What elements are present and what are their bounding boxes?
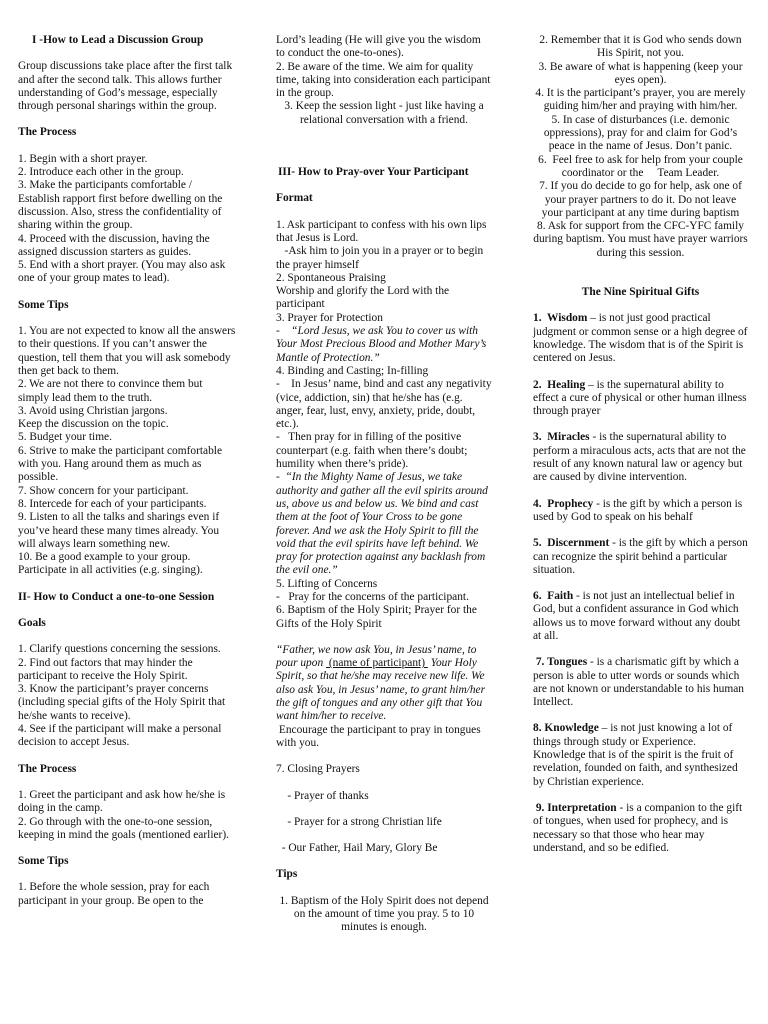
- participant-name-blank: (name of participant): [326, 657, 428, 670]
- baptism-prayer-end: Your Holy Spirit, so that he/she may receive new life. We also ask You, in Jesus’ name, to grant him/her the gift of tongues and any other gift that You want him/her to receive.: [276, 657, 486, 723]
- gift-description: - is a charismatic gift by which a person is able to utter words or sounds which are not known or understandable to his human Intellect.: [533, 656, 744, 709]
- process-item: 2. Introduce each other in the group.: [18, 166, 184, 179]
- process-2-item: 2. Go through with the one-to-one session, keeping in mind the goals (mentioned earlier).: [18, 815, 229, 841]
- column-3: [533, 34, 748, 855]
- tip-2-item: 2. Be aware of the time. We aim for quality time, taking into consideration each participant in the group.: [276, 60, 491, 100]
- gift-item: [533, 537, 748, 577]
- binding-prayer: “In the Mighty Name of Jesus, we take authority and gather all the evil spirits around us, above us and below us. We bind and cast them at the foot of Your Cross to be gone forever. And we ask the Holy Spirit to fill the void that the evil spirits have left behind. We pray for protection against any backlash from the evil one.”: [276, 471, 488, 577]
- goal-item: 2. Find out factors that may hinder the participant to receive the Holy Spirit.: [18, 656, 193, 682]
- baptism-prayer-start: “Father, we now ask You, in Jesus’ name, to pour upon: [276, 643, 477, 670]
- section-3-title: III- How to Pray-over Your Participant: [278, 166, 469, 179]
- tip-item: 5. Budget your time.: [18, 431, 112, 444]
- tips-heading: Some Tips: [18, 298, 69, 311]
- spiritual-gifts-heading: The Nine Spiritual Gifts: [581, 286, 700, 299]
- tip-item: 6. Strive to make the participant comfortable with you. Hang around them as much as possible.: [18, 444, 223, 484]
- gift-item: [533, 722, 748, 788]
- tip-2-item: 1. Before the whole session, pray for each participant in your group. Be open to the: [18, 881, 210, 907]
- goal-item: 4. See if the participant will make a personal decision to accept Jesus.: [18, 723, 222, 749]
- format-step-5: 5. Lifting of Concerns: [276, 577, 378, 590]
- process-item: 3. Make the participants comfortable / Establish rapport first before dwelling on the discussion. Also, stress the confidentiality of sharing within the group.: [18, 179, 223, 232]
- tip-item: 10. Be a good example to your group. Participate in all activities (e.g. singing).: [18, 551, 203, 577]
- prayover-tip-item: 2. Remember that it is God who sends down His Spirit, not you.: [539, 34, 742, 60]
- prayover-tip-item: 5. In case of disturbances (i.e. demonic oppressions), pray for and claim for God’s peace in the name of Jesus. Don’t panic.: [543, 113, 738, 153]
- gift-description: - is a companion to the gift of tongues, when used for prophecy, and is necessary so that those who hear may understand, and so be edified.: [533, 801, 743, 854]
- gift-description: – is the supernatural ability to effect a cure of physical or other human illness through prayer: [533, 378, 747, 418]
- process-2-item: 1. Greet the participant and ask how he/she is doing in the camp.: [18, 788, 226, 815]
- column-1: [18, 34, 236, 908]
- goal-item: 1. Clarify questions concerning the sessions.: [18, 643, 221, 656]
- gift-name: 6. Faith: [533, 590, 574, 603]
- goals-heading: Goals: [18, 616, 46, 629]
- gift-description: – is not just knowing a lot of things through study or Experience. Knowledge that is of the spirit is the fruit of revelation, founded on faith, and synthesized by Christian experience.: [533, 722, 738, 788]
- gift-description: - is the gift by which a person can recognize the spirit behind a particular situation.: [533, 537, 748, 576]
- column-2: [276, 34, 495, 935]
- binding-prayer-paragraph: [276, 471, 492, 577]
- format-step-4-infilling: - Then pray for in filling of the positive counterpart (e.g. faith when there’s doubt; humility when there’s pride).: [276, 431, 471, 471]
- closing-prayer-item: - Our Father, Hail Mary, Glory Be: [276, 842, 438, 855]
- format-step-6: 6. Baptism of the Holy Spirit; Prayer for the Gifts of the Holy Spirit: [276, 604, 477, 630]
- prayover-tip-item: 8. Ask for support from the CFC-YFC family during baptism. You must have prayer warriors during this session.: [533, 220, 748, 259]
- prayover-tip-item: 4. It is the participant’s prayer, you are merely guiding him/her and praying with him/her.: [535, 87, 746, 113]
- format-step-1-detail: -Ask him to join you in a prayer or to begin the prayer himself: [276, 245, 487, 271]
- gift-item: [533, 312, 748, 365]
- format-step-3: 3. Prayer for Protection: [276, 311, 383, 324]
- tips-heading: Tips: [276, 868, 298, 881]
- format-heading: Format: [276, 192, 313, 205]
- gift-name: 8. Knowledge: [533, 722, 599, 735]
- gift-name: 3. Miracles: [533, 431, 590, 444]
- gift-item: [533, 590, 748, 643]
- encourage-tongues: Encourage the participant to pray in tongues with you.: [276, 723, 484, 749]
- gift-description: - is not just an intellectual belief in God, but a confident assurance in God which allows us to move forward without any doubt at all.: [533, 590, 741, 642]
- format-step-7: 7. Closing Prayers: [276, 763, 360, 776]
- gift-description: - is the gift by which a person is used by God to speak on his behalf: [533, 497, 743, 523]
- prayover-tip-item: 7. If you do decide to go for help, ask one of your prayer partners to do it. Do not leave your participant at any time during baptism: [539, 180, 742, 219]
- process-item: 1. Begin with a short prayer.: [18, 152, 148, 165]
- format-step-2-detail: Worship and glorify the Lord with the participant: [276, 285, 450, 311]
- gift-name: 1. Wisdom: [533, 312, 588, 325]
- gift-item: [533, 498, 748, 525]
- protection-prayer: - “Lord Jesus, we ask You to cover us with Your Most Precious Blood and Mother Mary’s Mantle of Protection.”: [276, 325, 490, 364]
- gift-name: 9. Interpretation: [533, 801, 617, 814]
- gift-name: 2. Healing: [533, 378, 586, 391]
- tip-item: 1. You are not expected to know all the answers to their questions. If you can’t answer the question, tell them that you will ask somebody then get back to them.: [18, 325, 236, 377]
- gift-item: [533, 656, 748, 709]
- tip-3-item: 3. Keep the session light - just like having a relational conversation with a friend.: [284, 100, 484, 126]
- gift-name: 5. Discernment: [533, 537, 610, 550]
- closing-prayer-item: - Prayer of thanks: [276, 789, 369, 802]
- gift-name: 4. Prophecy: [533, 497, 594, 510]
- format-step-2: 2. Spontaneous Praising: [276, 271, 386, 284]
- format-step-4: 4. Binding and Casting; In-filling: [276, 364, 429, 377]
- tip-item: 7. Show concern for your participant.: [18, 484, 189, 497]
- format-step-5-detail: - Pray for the concerns of the participant.: [276, 590, 469, 603]
- gift-description: - is the supernatural ability to perform a miraculous acts, acts that are not the result of any known natural law or agency but are caused by divine intervention.: [533, 431, 746, 484]
- gift-item: [533, 379, 748, 419]
- process-item: 4. Proceed with the discussion, having the assigned discussion starters as guides.: [18, 232, 210, 258]
- section-1-intro: Group discussions take place after the first talk and after the second talk. This allows further understanding of God’s message, especially through personal sharings within the group.: [18, 60, 233, 113]
- bullet-dash: -: [276, 471, 286, 484]
- tip-item: 8. Intercede for each of your participants.: [18, 497, 207, 510]
- gift-name: 7. Tongues: [533, 656, 588, 669]
- process-item: 5. End with a short prayer. (You may also ask one of your group mates to lead).: [18, 259, 226, 285]
- gift-description: – is not just good practical judgment or common sense or a high degree of knowledge. The wisdom that is of the Spirit is centered on Jesus.: [533, 312, 748, 365]
- process-heading: The Process: [18, 126, 77, 139]
- gift-item: [533, 802, 748, 855]
- closing-prayer-item: - Prayer for a strong Christian life: [276, 815, 442, 828]
- format-step-4-detail: - In Jesus’ name, bind and cast any negativity (vice, addiction, sin) that he/she has (e.g. anger, fear, lust, envy, anxiety, pride, doubt, etc.).: [276, 378, 495, 431]
- prayover-tip-item: 6. Feel free to ask for help from your couple coordinator or the Team Leader.: [538, 153, 746, 179]
- section-2-title: II- How to Conduct a one-to-one Session: [18, 590, 215, 603]
- tip-item: 9. Listen to all the talks and sharings even if you’ve heard these many times already. You will always learn something new.: [18, 511, 220, 550]
- tip-item: 2. We are not there to convince them but simply lead them to the truth.: [18, 378, 203, 404]
- process-2-heading: The Process: [18, 762, 77, 775]
- goal-item: 3. Know the participant’s prayer concerns (including special gifts of the Holy Spirit that he/she wants to receive).: [18, 683, 226, 722]
- continued-text: Lord’s leading (He will give you the wisdom to conduct the one-to-ones).: [276, 34, 481, 60]
- baptism-prayer: [276, 644, 492, 724]
- prayover-tip-item: 3. Be aware of what is happening (keep your eyes open).: [538, 60, 743, 86]
- section-1-title: I -How to Lead a Discussion Group: [32, 34, 204, 46]
- tip-item: Keep the discussion on the topic.: [18, 418, 169, 431]
- format-step-1: 1. Ask participant to confess with his own lips that Jesus is Lord.: [276, 218, 487, 244]
- gift-item: [533, 431, 748, 484]
- tips-2-heading: Some Tips: [18, 855, 69, 868]
- prayover-tip-item: 1. Baptism of the Holy Spirit does not depend on the amount of time you pray. 5 to 10 minutes is enough.: [279, 894, 489, 934]
- tip-item: 3. Avoid using Christian jargons.: [18, 404, 168, 417]
